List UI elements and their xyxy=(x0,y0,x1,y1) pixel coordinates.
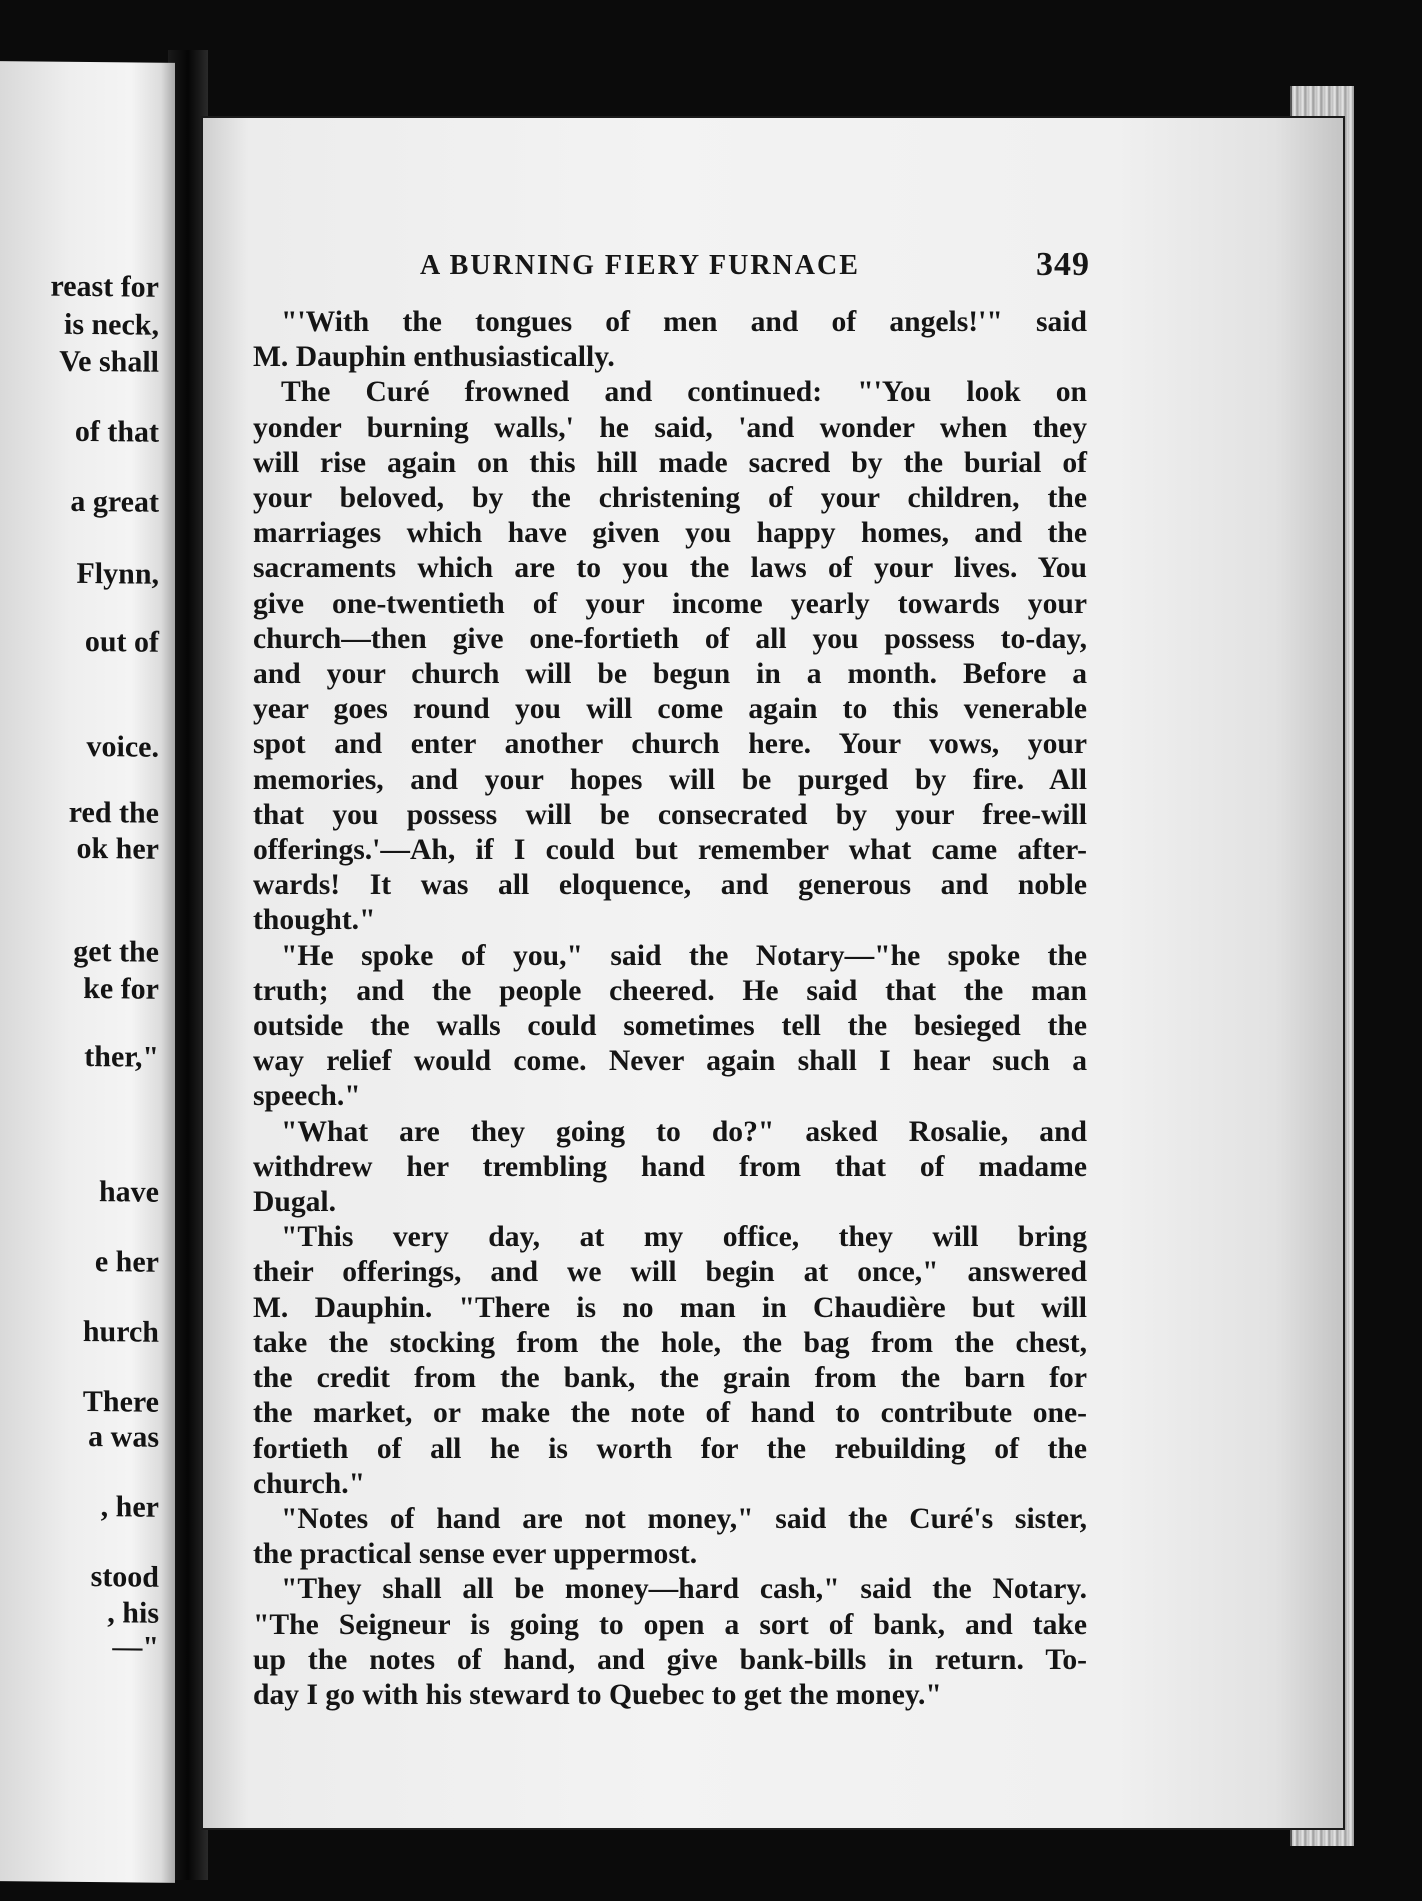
left-page-line: ke for xyxy=(83,971,159,1006)
text-line: Dugal. xyxy=(253,1186,337,1219)
text-line: take the stocking from the hole, the bag from the chest, xyxy=(253,1326,1087,1359)
left-page-line: , his xyxy=(107,1596,159,1630)
text-line: speech." xyxy=(253,1080,361,1113)
text-line: thought." xyxy=(253,904,376,937)
text-line: "What are they going to do?" asked Rosalie, and xyxy=(281,1115,1087,1148)
text-line: "This very day, at my office, they will bring xyxy=(281,1221,1087,1254)
text-line: will rise again on this hill made sacred by the burial of xyxy=(253,446,1087,479)
running-title: A BURNING FIERY FURNACE xyxy=(420,250,860,281)
text-line: and your church will be begun in a month. Before a xyxy=(253,658,1087,691)
body-text xyxy=(253,305,1087,1713)
text-line: offerings.'—Ah, if I could but remember what came after- xyxy=(253,834,1087,867)
left-page-line: a was xyxy=(88,1420,159,1454)
text-line: marriages which have given you happy homes, and the xyxy=(253,517,1087,550)
text-line: M. Dauphin enthusiastically. xyxy=(253,341,615,374)
text-line: outside the walls could sometimes tell the besieged the xyxy=(253,1010,1087,1043)
left-page-line: Ve shall xyxy=(59,344,159,379)
text-line: way relief would come. Never again shall I hear such a xyxy=(253,1045,1087,1078)
left-page-line: stood xyxy=(90,1560,159,1594)
text-line: sacraments which are to you the laws of your lives. You xyxy=(253,552,1087,585)
left-page-line: reast for xyxy=(50,269,159,304)
text-line: the market, or make the note of hand to contribute one- xyxy=(253,1397,1087,1430)
left-page-line: , her xyxy=(100,1490,159,1524)
text-line: give one-twentieth of your income yearly towards your xyxy=(253,587,1087,620)
left-page-line: is neck, xyxy=(63,307,159,342)
left-page xyxy=(0,61,175,1883)
text-line: your beloved, by the christening of your children, the xyxy=(253,482,1087,515)
left-page-line: hurch xyxy=(82,1314,159,1349)
text-line: fortieth of all he is worth for the rebuilding of the xyxy=(253,1432,1087,1465)
left-page-line: of that xyxy=(74,414,159,449)
text-line: year goes round you will come again to this venerable xyxy=(253,693,1087,726)
text-line: memories, and your hopes will be purged by fire. All xyxy=(253,763,1087,796)
left-page-line: red the xyxy=(68,795,159,830)
text-line: "Notes of hand are not money," said the Curé's sister, xyxy=(281,1502,1087,1535)
left-page-line: have xyxy=(99,1175,159,1209)
text-line: their offerings, and we will begin at once," answered xyxy=(253,1256,1087,1289)
text-line: M. Dauphin. "There is no man in Chaudière but will xyxy=(253,1291,1087,1324)
left-page-line: e her xyxy=(94,1245,159,1279)
text-line: "He spoke of you," said the Notary—"he spoke the xyxy=(281,939,1087,972)
text-line: yonder burning walls,' he said, 'and wonder when they xyxy=(253,411,1087,444)
text-line: the practical sense ever uppermost. xyxy=(253,1538,698,1571)
text-line: wards! It was all eloquence, and generous and noble xyxy=(253,869,1087,902)
text-line: "'With the tongues of men and of angels!'" said xyxy=(281,306,1087,338)
running-head xyxy=(420,246,1090,290)
text-line: the credit from the bank, the grain from the barn for xyxy=(253,1362,1087,1395)
left-page-line: —" xyxy=(112,1630,159,1664)
left-page-line: out of xyxy=(84,624,159,659)
left-page-line: get the xyxy=(73,934,159,969)
text-line: that you possess will be consecrated by your free-will xyxy=(253,798,1087,831)
text-line: spot and enter another church here. Your vows, your xyxy=(253,728,1087,761)
left-page-line: ok her xyxy=(76,831,159,866)
text-line: church." xyxy=(253,1467,366,1500)
text-line: day I go with his steward to Quebec to get the money." xyxy=(253,1678,942,1711)
left-page-line: Flynn, xyxy=(76,556,159,591)
text-line: "They shall all be money—hard cash," said the Notary. xyxy=(281,1573,1087,1606)
left-page-line: There xyxy=(82,1384,159,1419)
left-page-line: voice. xyxy=(86,729,159,764)
text-line: withdrew her trembling hand from that of madame xyxy=(253,1150,1087,1183)
text-line: church—then give one-fortieth of all you possess to-day, xyxy=(253,622,1087,655)
text-line: up the notes of hand, and give bank-bills in return. To- xyxy=(253,1643,1087,1676)
left-page-line: ther," xyxy=(84,1039,159,1074)
text-line: truth; and the people cheered. He said that the man xyxy=(253,974,1087,1007)
left-page-line: a great xyxy=(70,484,159,519)
page-number: 349 xyxy=(1036,246,1090,283)
text-line: The Curé frowned and continued: "'You look on xyxy=(281,376,1087,409)
text-line: "The Seigneur is going to open a sort of bank, and take xyxy=(253,1608,1087,1641)
